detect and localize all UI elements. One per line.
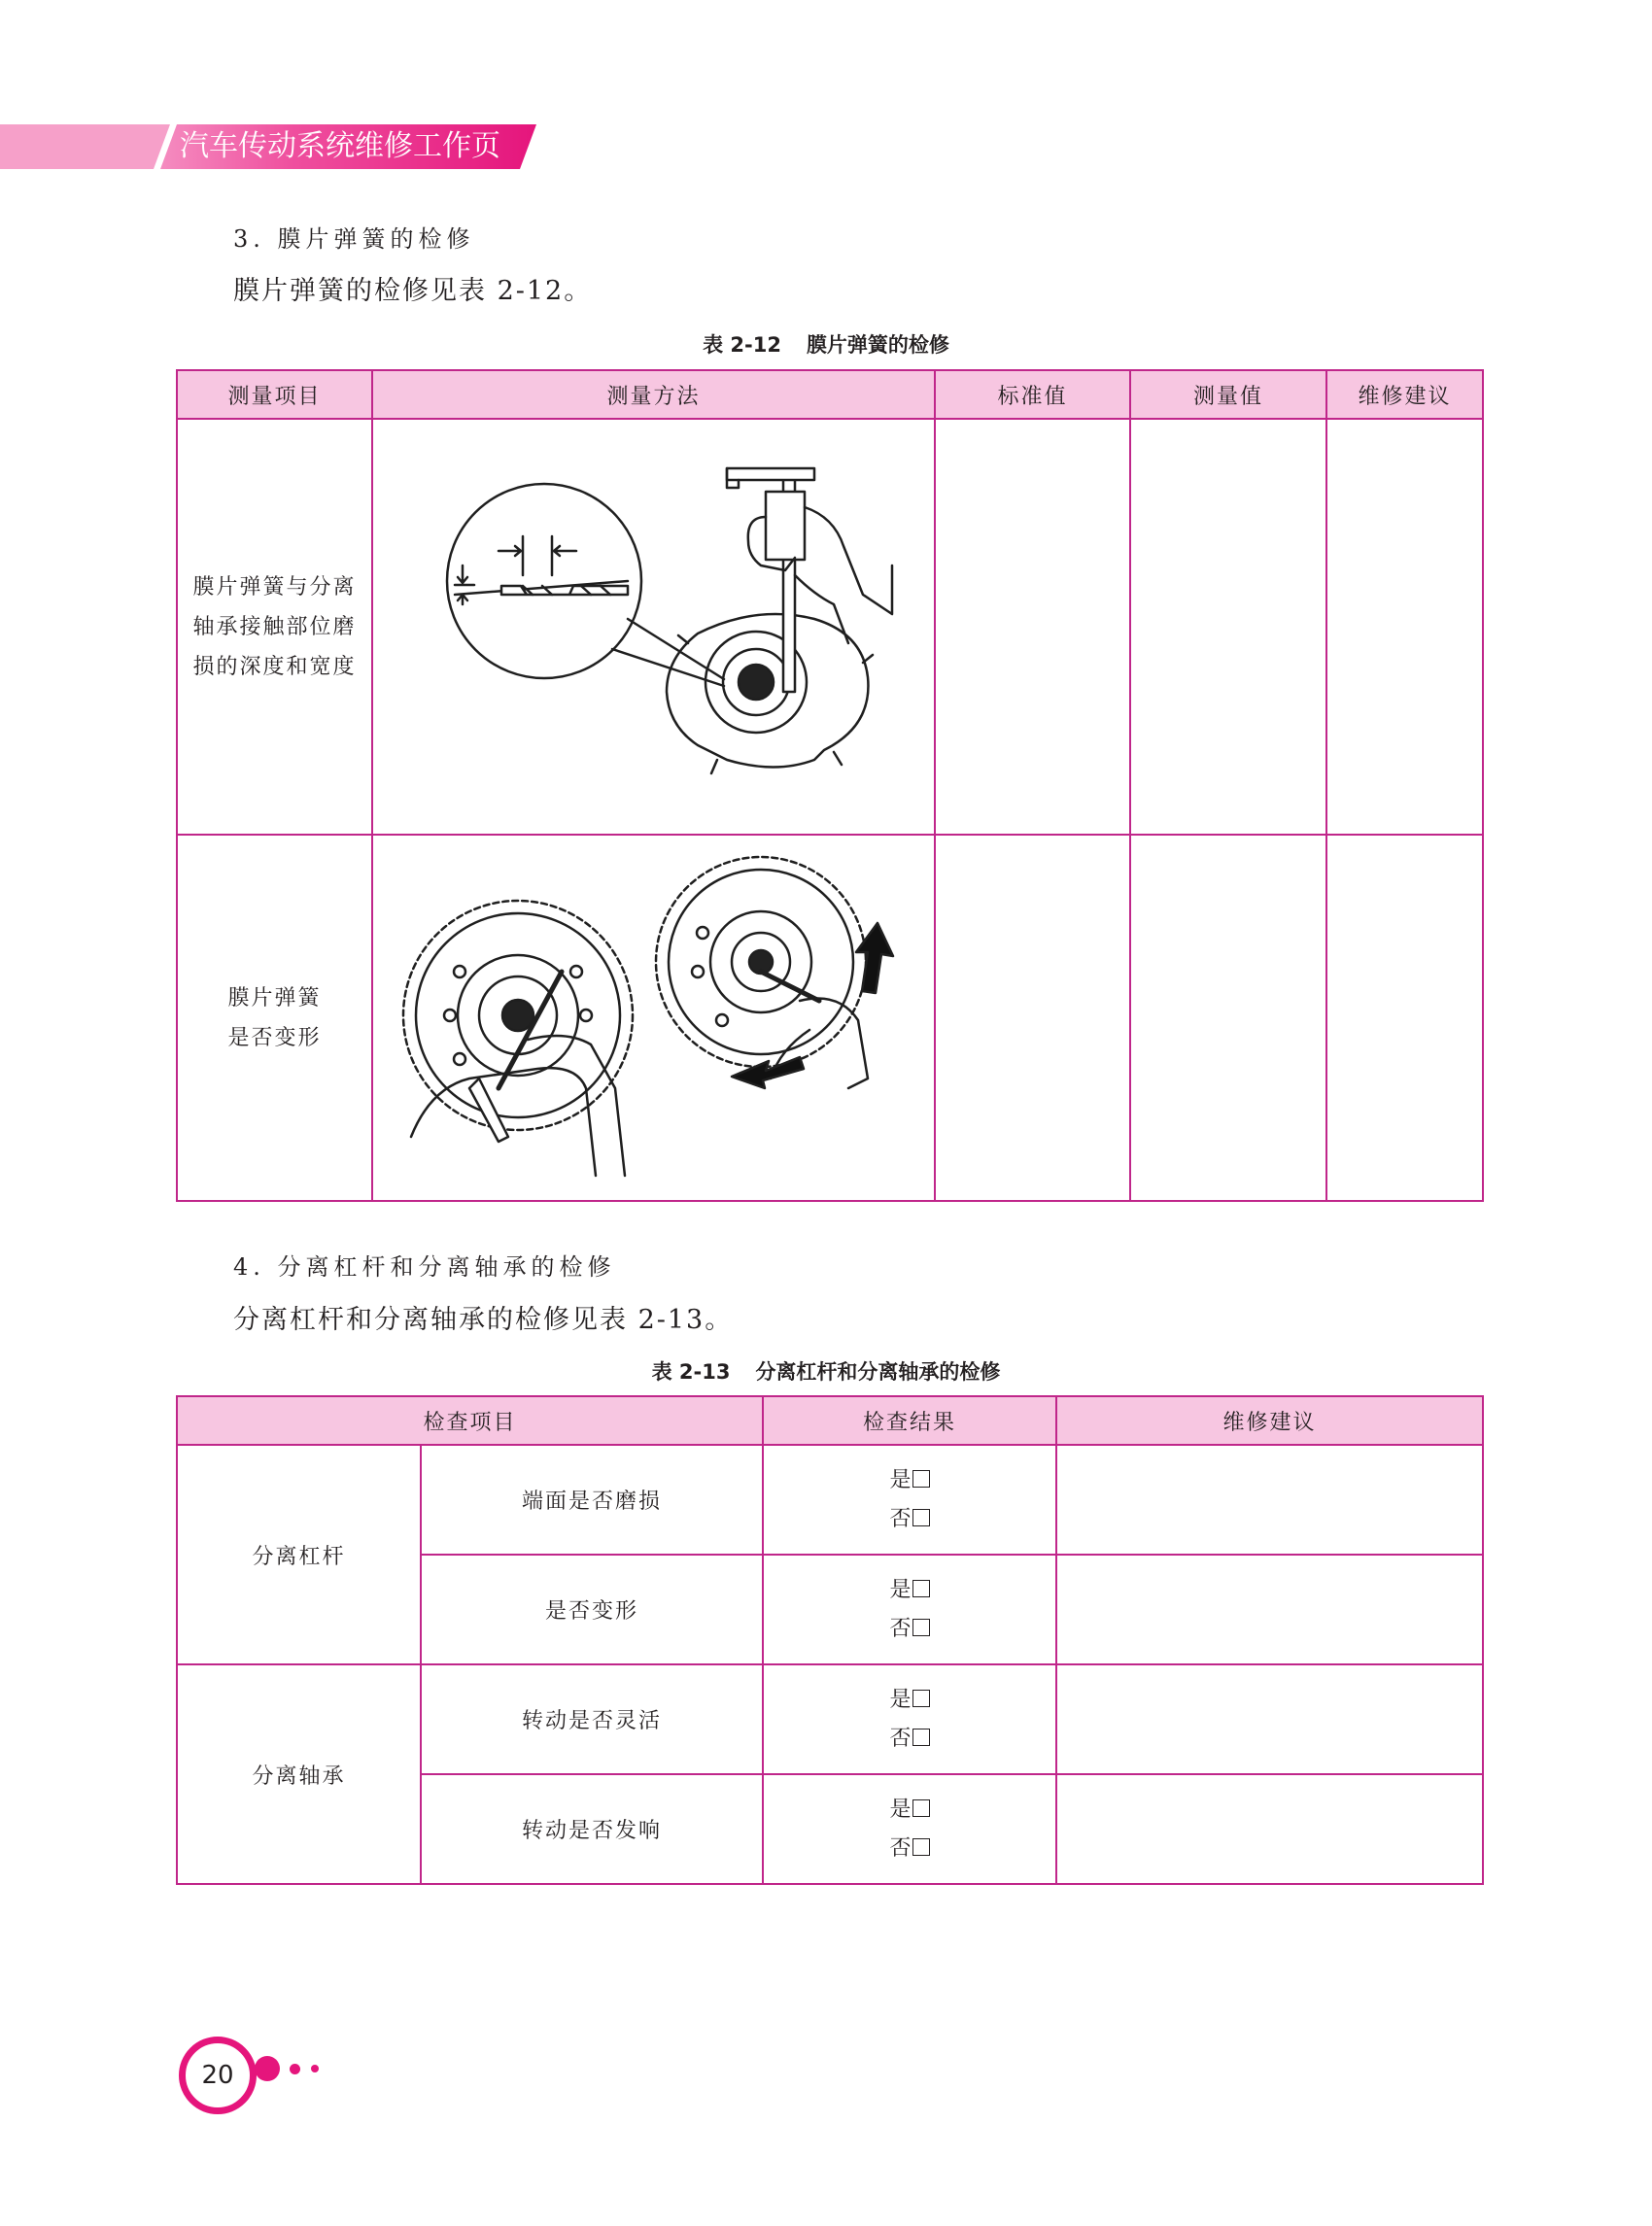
table-header-row — [177, 1396, 1483, 1445]
table-header-row — [177, 370, 1483, 419]
repair-advice-cell[interactable] — [1056, 1664, 1483, 1774]
section-3-intro: 膜片弹簧的检修见表 2-12。 — [233, 276, 593, 306]
header-repair-advice: 维修建议 — [1326, 370, 1483, 419]
no-option[interactable]: 否 — [764, 1720, 1055, 1759]
measure-item-cell — [177, 835, 372, 1201]
header-measure-method: 测量方法 — [372, 370, 935, 419]
measure-method-cell — [372, 835, 935, 1201]
table-2-12-number: 表 2-12 — [703, 333, 781, 357]
spring-deformation-illustration — [392, 845, 916, 1185]
measured-value-cell[interactable] — [1130, 835, 1326, 1201]
measured-value-cell[interactable] — [1130, 419, 1326, 835]
yes-option[interactable]: 是 — [764, 1571, 1055, 1610]
check-item-rotation-smooth: 转动是否灵活 — [421, 1664, 763, 1774]
check-item-end-wear: 端面是否磨损 — [421, 1445, 763, 1555]
page-number: 20 — [179, 2037, 257, 2114]
yes-checkbox[interactable] — [912, 1799, 930, 1817]
yes-checkbox[interactable] — [912, 1580, 930, 1597]
table-row — [177, 835, 1483, 1201]
table-row — [177, 419, 1483, 835]
section-4-heading: 4. 分离杠杆和分离轴承的检修 — [233, 1253, 616, 1281]
table-row — [177, 1445, 1483, 1555]
no-option[interactable]: 否 — [764, 1830, 1055, 1868]
no-checkbox[interactable] — [912, 1838, 930, 1856]
check-result-cell — [763, 1774, 1056, 1884]
group-name-release-bearing: 分离轴承 — [177, 1664, 421, 1884]
header-check-item: 检查项目 — [177, 1396, 763, 1445]
check-result-cell — [763, 1445, 1056, 1555]
yes-checkbox[interactable] — [912, 1470, 930, 1488]
table-2-13 — [176, 1395, 1484, 1885]
check-item-rotation-noise: 转动是否发响 — [421, 1774, 763, 1884]
caliper-measurement-illustration — [406, 449, 902, 799]
measure-item-text: 膜片弹簧 是否变形 — [227, 985, 322, 1050]
table-2-13-number: 表 2-13 — [651, 1360, 731, 1384]
section-3-heading: 3. 膜片弹簧的检修 — [233, 225, 475, 253]
decorative-dot-medium — [290, 2064, 300, 2074]
header-title: 汽车传动系统维修工作页 — [180, 129, 500, 163]
header-check-result: 检查结果 — [763, 1396, 1056, 1445]
repair-advice-cell[interactable] — [1326, 835, 1483, 1201]
group-name-release-lever: 分离杠杆 — [177, 1445, 421, 1664]
header-standard-value: 标准值 — [935, 370, 1130, 419]
measure-item-text: 膜片弹簧与分离 轴承接触部位磨 损的深度和宽度 — [192, 574, 357, 679]
no-checkbox[interactable] — [912, 1509, 930, 1526]
no-option[interactable]: 否 — [764, 1500, 1055, 1539]
yes-option[interactable]: 是 — [764, 1681, 1055, 1720]
yes-option[interactable]: 是 — [764, 1791, 1055, 1830]
no-checkbox[interactable] — [912, 1729, 930, 1746]
repair-advice-cell[interactable] — [1056, 1445, 1483, 1555]
decorative-dot-large — [255, 2056, 280, 2081]
repair-advice-cell[interactable] — [1056, 1774, 1483, 1884]
check-result-cell — [763, 1555, 1056, 1664]
section-4-intro: 分离杠杆和分离轴承的检修见表 2-13。 — [233, 1305, 734, 1335]
decorative-dot-small — [311, 2065, 319, 2072]
table-row — [177, 1664, 1483, 1774]
measure-item-cell — [177, 419, 372, 835]
standard-value-cell[interactable] — [935, 835, 1130, 1201]
standard-value-cell[interactable] — [935, 419, 1130, 835]
check-item-deformation: 是否变形 — [421, 1555, 763, 1664]
table-2-13-caption — [0, 1356, 1652, 1386]
yes-option[interactable]: 是 — [764, 1461, 1055, 1500]
no-checkbox[interactable] — [912, 1619, 930, 1636]
table-2-12-title: 膜片弹簧的检修 — [806, 333, 949, 357]
yes-checkbox[interactable] — [912, 1690, 930, 1707]
header-measured-value: 测量值 — [1130, 370, 1326, 419]
header-measure-item: 测量项目 — [177, 370, 372, 419]
check-result-cell — [763, 1664, 1056, 1774]
table-2-12 — [176, 369, 1484, 1202]
header-repair-advice: 维修建议 — [1056, 1396, 1483, 1445]
no-option[interactable]: 否 — [764, 1610, 1055, 1649]
table-2-13-title: 分离杠杆和分离轴承的检修 — [755, 1360, 1001, 1384]
repair-advice-cell[interactable] — [1326, 419, 1483, 835]
table-2-12-caption — [0, 329, 1652, 359]
repair-advice-cell[interactable] — [1056, 1555, 1483, 1664]
measure-method-cell — [372, 419, 935, 835]
